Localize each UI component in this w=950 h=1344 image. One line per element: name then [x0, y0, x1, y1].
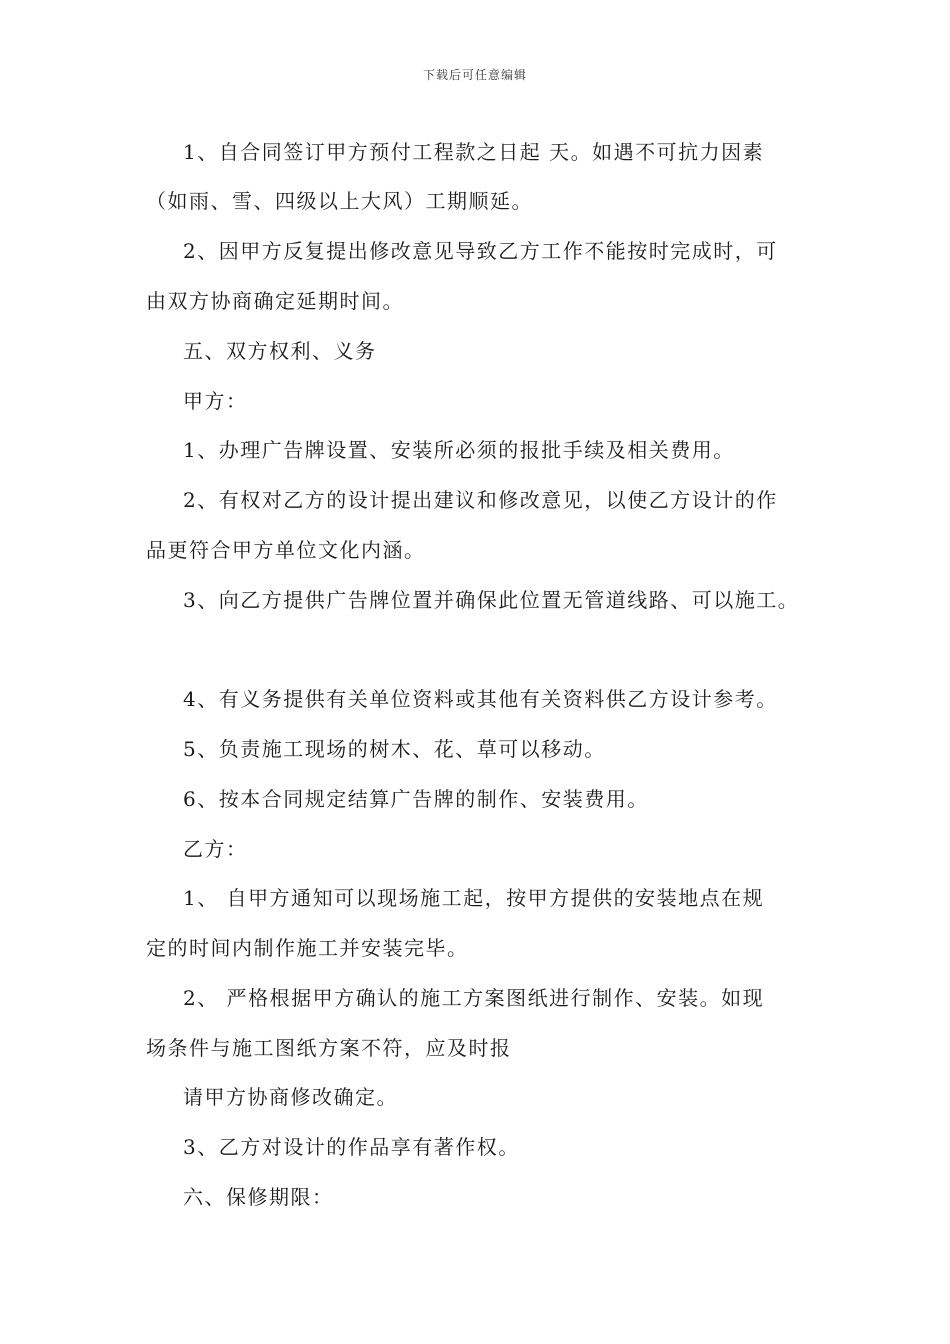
contract-line: 场条件与施工图纸方案不符，应及时报 — [146, 1036, 512, 1060]
contract-line: 2、 严格根据甲方确认的施工方案图纸进行制作、安装。如现 — [183, 986, 765, 1010]
contract-line: 2、因甲方反复提出修改意见导致乙方工作不能按时完成时，可 — [183, 239, 778, 263]
page-header-note: 下载后可任意编辑 — [422, 68, 527, 82]
contract-line: 请甲方协商修改确定。 — [183, 1085, 398, 1109]
contract-line: 3、乙方对设计的作品享有著作权。 — [183, 1135, 520, 1159]
contract-line: 5、负责施工现场的树木、花、草可以移动。 — [183, 737, 606, 761]
contract-line: 1、自合同签订甲方预付工程款之日起 天。如遇不可抗力因素 — [183, 140, 765, 164]
contract-line: 由双方协商确定延期时间。 — [146, 289, 404, 313]
section-heading: 五、双方权利、义务 — [183, 339, 377, 363]
contract-line: 1、 自甲方通知可以现场施工起，按甲方提供的安装地点在规 — [183, 886, 765, 910]
party-label: 甲方： — [183, 389, 248, 413]
contract-line: （如雨、雪、四级以上大风）工期顺延。 — [146, 189, 533, 213]
contract-line: 定的时间内制作施工并安装完毕。 — [146, 936, 469, 960]
section-heading: 六、保修期限： — [183, 1185, 334, 1209]
contract-line: 2、有权对乙方的设计提出建议和修改意见，以使乙方设计的作 — [183, 488, 778, 512]
contract-line: 6、按本合同规定结算广告牌的制作、安装费用。 — [183, 787, 649, 811]
contract-line: 4、有义务提供有关单位资料或其他有关资料供乙方设计参考。 — [183, 687, 778, 711]
contract-line: 3、向乙方提供广告牌位置并确保此位置无管道线路、可以施工。 — [183, 588, 800, 612]
contract-line: 品更符合甲方单位文化内涵。 — [146, 538, 426, 562]
party-label: 乙方： — [183, 837, 248, 861]
contract-line: 1、办理广告牌设置、安装所必须的报批手续及相关费用。 — [183, 438, 735, 462]
